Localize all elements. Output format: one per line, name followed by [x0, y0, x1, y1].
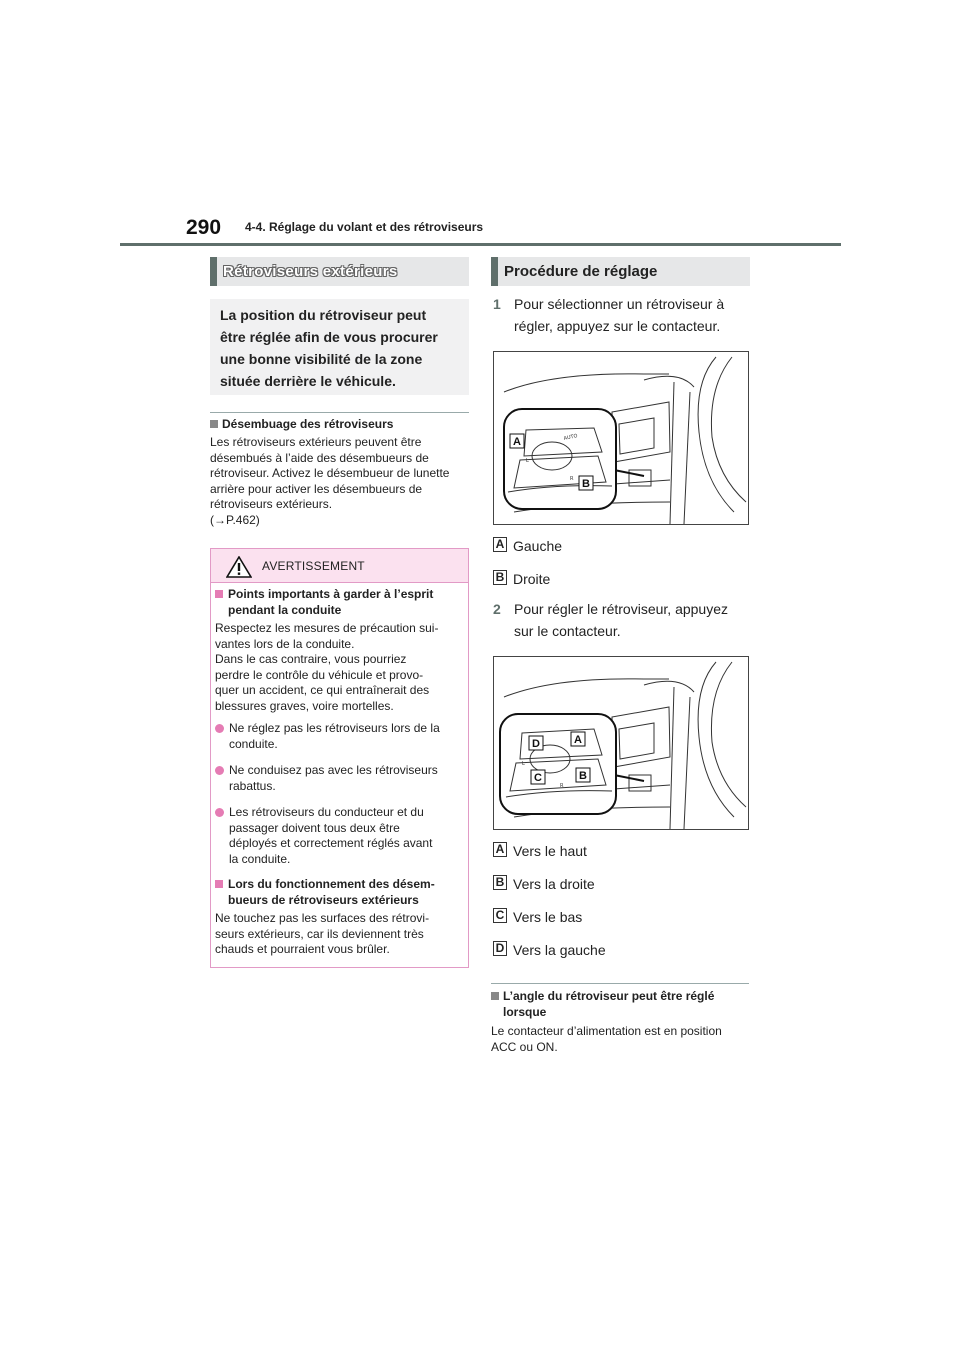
callout-b: B	[579, 770, 587, 782]
r-label: R	[560, 783, 564, 789]
text-line: seurs extérieurs, car ils deviennent très	[215, 926, 424, 941]
square-bullet-icon	[215, 590, 223, 598]
text-line: Points importants à garder à l’esprit	[228, 587, 434, 601]
legend-key: B	[493, 875, 507, 890]
l-label: L	[522, 761, 525, 767]
figure-mirror-adjust-switch	[493, 656, 749, 830]
dashboard-illustration-icon	[494, 657, 748, 829]
text-line: ACC ou ON.	[491, 1039, 558, 1054]
text-line: Ne réglez pas les rétroviseurs lors de la	[229, 721, 440, 735]
text-line: lorsque	[503, 1004, 547, 1019]
text-line: Ne conduisez pas avec les rétroviseurs	[229, 763, 438, 777]
text-line: conduite.	[229, 736, 278, 751]
step-number: 2	[493, 601, 501, 617]
intro-box	[210, 299, 469, 395]
text-line: rétroviseur. Activez le désembueur de lunette	[210, 466, 450, 480]
legend-text: Vers la droite	[513, 876, 595, 892]
legend-text: Vers le bas	[513, 909, 583, 925]
text-line: blessures graves, voire mortelles.	[215, 698, 394, 713]
warning-bullet	[215, 763, 463, 794]
step-number: 1	[493, 296, 501, 312]
legend-key: A	[493, 537, 507, 552]
intro-line: La position du rétroviseur peut	[220, 307, 427, 323]
warning-driving-heading	[215, 587, 433, 618]
warning-header	[211, 549, 468, 583]
warning-box	[210, 548, 469, 968]
header-divider	[120, 243, 841, 246]
text-line: Les rétroviseurs du conducteur et du	[229, 805, 424, 819]
text-line: sur le contacteur.	[514, 623, 621, 639]
text-line: Les rétroviseurs extérieurs peuvent être	[210, 435, 422, 449]
chapter-title: 4-4. Réglage du volant et des rétroviseurs	[245, 220, 484, 234]
legend-text: Vers le haut	[513, 843, 587, 859]
callout-b: B	[582, 478, 590, 490]
figure-mirror-select-switch	[493, 351, 749, 525]
page-reference: (→P.462)	[210, 512, 260, 527]
angle-paragraph	[491, 1024, 753, 1055]
bullet-dot-icon	[215, 766, 224, 775]
text-line: bueurs de rétroviseurs extérieurs	[228, 892, 419, 907]
section-heading-text: Rétroviseurs extérieurs	[223, 263, 398, 280]
angle-heading	[491, 989, 714, 1020]
warning-title: AVERTISSEMENT	[262, 559, 365, 573]
text-line: Lors du fonctionnement des désem-	[228, 877, 435, 891]
section-heading-exterior-mirrors	[210, 257, 469, 286]
text-line: la conduite.	[229, 851, 291, 866]
intro-line: être réglée afin de vous procurer	[220, 329, 438, 345]
text-line: Ne touchez pas les surfaces des rétrovi-	[215, 911, 430, 925]
legend-key: A	[493, 842, 507, 857]
l-label: L	[526, 458, 529, 464]
square-bullet-icon	[210, 420, 218, 428]
legend-text: Vers la gauche	[513, 942, 606, 958]
text-line: chauds et pourraient vous brûler.	[215, 942, 390, 956]
text-line: Respectez les mesures de précaution sui-	[215, 621, 439, 635]
callout-c: C	[534, 772, 542, 784]
defog-paragraph	[210, 435, 472, 528]
text-line: déployés et correctement réglés avant	[229, 836, 433, 850]
defog-heading-text: Désembuage des rétroviseurs	[222, 417, 394, 431]
text-line: L’angle du rétroviseur peut être réglé	[503, 989, 715, 1003]
callout-d: D	[532, 738, 540, 750]
page-number: 290	[186, 216, 222, 239]
text-line: pendant la conduite	[228, 602, 342, 617]
divider	[210, 412, 469, 413]
text-line: Le contacteur d’alimentation est en position	[491, 1024, 722, 1038]
bullet-dot-icon	[215, 724, 224, 733]
text-line: arrière pour activer les désembueurs de	[210, 481, 423, 496]
bullet-dot-icon	[215, 808, 224, 817]
auto-label: AUTO	[563, 433, 579, 442]
warning-bullet	[215, 721, 463, 752]
step-1-text	[514, 293, 724, 337]
text-line: régler, appuyez sur le contacteur.	[514, 318, 721, 334]
warning-bullet	[215, 805, 463, 867]
legend-key: D	[493, 941, 507, 956]
legend-key: C	[493, 908, 507, 923]
text-line: perdre le contrôle du véhicule et provo-	[215, 667, 424, 682]
section-heading-adjustment	[491, 257, 750, 286]
text-line: vantes lors de la conduite.	[215, 636, 355, 651]
r-label: R	[570, 476, 574, 482]
warning-defog-heading	[215, 877, 435, 908]
callout-a: A	[513, 436, 521, 448]
callout-a: A	[574, 734, 582, 746]
intro-line: une bonne visibilité de la zone	[220, 351, 423, 367]
text-line: quer un accident, ce qui entraînerait des	[215, 683, 430, 697]
divider	[491, 983, 749, 984]
step-2-text	[514, 598, 728, 642]
text-line: passager doivent tous deux être	[229, 820, 400, 835]
text-line: Pour régler le rétroviseur, appuyez	[514, 601, 728, 617]
defog-heading	[210, 417, 393, 431]
text-line: désembués à l’aide des désembueurs de	[210, 450, 429, 465]
section-heading-text: Procédure de réglage	[504, 263, 658, 280]
square-bullet-icon	[491, 992, 499, 1000]
warning-triangle-icon	[226, 556, 252, 578]
legend-text: Gauche	[513, 538, 563, 554]
warning-driving-text	[215, 621, 438, 714]
legend-key: B	[493, 570, 507, 585]
legend-text: Droite	[513, 571, 551, 587]
dashboard-illustration-icon	[494, 352, 748, 524]
warning-defog-text	[215, 911, 429, 958]
text-line: rétroviseurs extérieurs.	[210, 497, 333, 511]
square-bullet-icon	[215, 880, 223, 888]
intro-line: située derrière le véhicule.	[220, 373, 396, 389]
text-line: Pour sélectionner un rétroviseur à	[514, 296, 725, 312]
text-line: rabattus.	[229, 778, 276, 793]
text-line: Dans le cas contraire, vous pourriez	[215, 652, 407, 666]
